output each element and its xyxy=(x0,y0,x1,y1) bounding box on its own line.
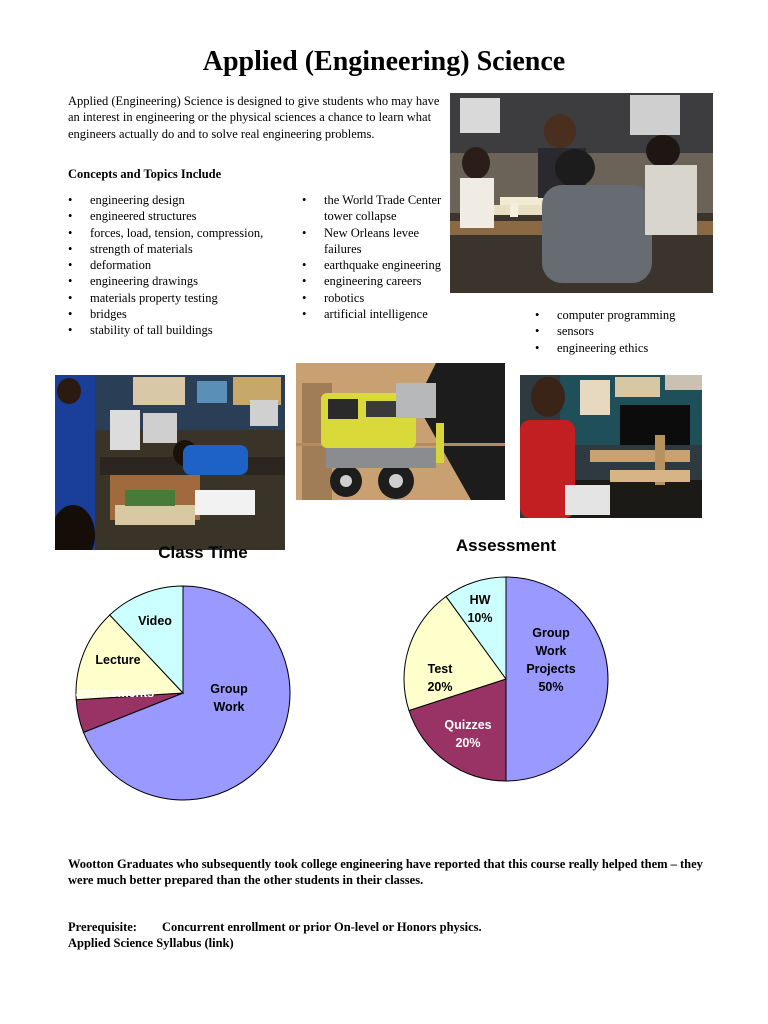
topic-item: • bridges xyxy=(68,306,278,322)
slice-label: assessments xyxy=(75,686,155,700)
slice-label: Group Work Projects 50% xyxy=(526,626,576,694)
topic-item: • engineering drawings xyxy=(68,273,278,289)
page-title: Applied (Engineering) Science xyxy=(202,46,566,77)
pie-slice-group-work-projects xyxy=(506,577,608,781)
topic-item: • computer programming xyxy=(535,307,735,323)
topic-item: • strength of materials xyxy=(68,241,278,257)
slice-label: Lecture xyxy=(95,653,141,667)
topic-item: • stability of tall buildings xyxy=(68,322,278,338)
slice-label: Group Work xyxy=(210,682,248,714)
topic-item: • engineering design xyxy=(68,192,278,208)
topic-item: • deformation xyxy=(68,257,278,273)
chart-title: Assessment xyxy=(455,536,557,555)
syllabus-link[interactable]: Applied Science Syllabus (link) xyxy=(68,936,234,950)
assessment-chart xyxy=(395,528,635,808)
topic-item: • engineering ethics xyxy=(535,340,735,356)
photo-classroom-bridge xyxy=(55,375,285,550)
prerequisite xyxy=(68,919,482,935)
topic-item: • engineered structures xyxy=(68,208,278,224)
slice-label: HW 10% xyxy=(467,593,493,625)
topic-item: • engineering careers xyxy=(302,273,452,289)
chart-title: Class Time xyxy=(158,543,248,562)
slice-label: Test 20% xyxy=(427,662,453,694)
slice-label: Quizzes 20% xyxy=(444,718,492,750)
topics-list-col1 xyxy=(68,192,278,339)
intro-paragraph: Applied (Engineering) Science is designed to give students who may have an interest in engineering or the physical sciences a chance to learn what engineers actually do and to solve real engineering problems. xyxy=(68,94,440,141)
graduates-note: Wootton Graduates who subsequently took college engineering have reported that this course really helped them – they were much better prepared than the other students in their classes. xyxy=(68,857,703,888)
photo-student-bridge-test xyxy=(520,375,702,518)
topic-item: • New Orleans levee failures xyxy=(302,225,452,258)
topic-item: • artificial intelligence xyxy=(302,306,452,322)
prerequisite-text: Concurrent enrollment or prior On-level or Honors physics. xyxy=(162,920,482,934)
slice-label: Video xyxy=(138,614,172,628)
topic-item: • robotics xyxy=(302,290,452,306)
topics-list-col3 xyxy=(535,307,735,356)
prerequisite-label: Prerequisite: xyxy=(68,920,137,934)
class-time-chart xyxy=(55,530,315,820)
topic-item: • the World Trade Center tower collapse xyxy=(302,192,452,225)
topic-item: • earthquake engineering xyxy=(302,257,452,273)
topics-list-col2 xyxy=(302,192,452,322)
topic-item: • materials property testing xyxy=(68,290,278,306)
concepts-heading: Concepts and Topics Include xyxy=(68,167,222,181)
topic-item: • sensors xyxy=(535,323,735,339)
photo-robot xyxy=(296,363,505,500)
topic-item: • forces, load, tension, compression, xyxy=(68,225,278,241)
photo-students-lab xyxy=(450,93,713,293)
